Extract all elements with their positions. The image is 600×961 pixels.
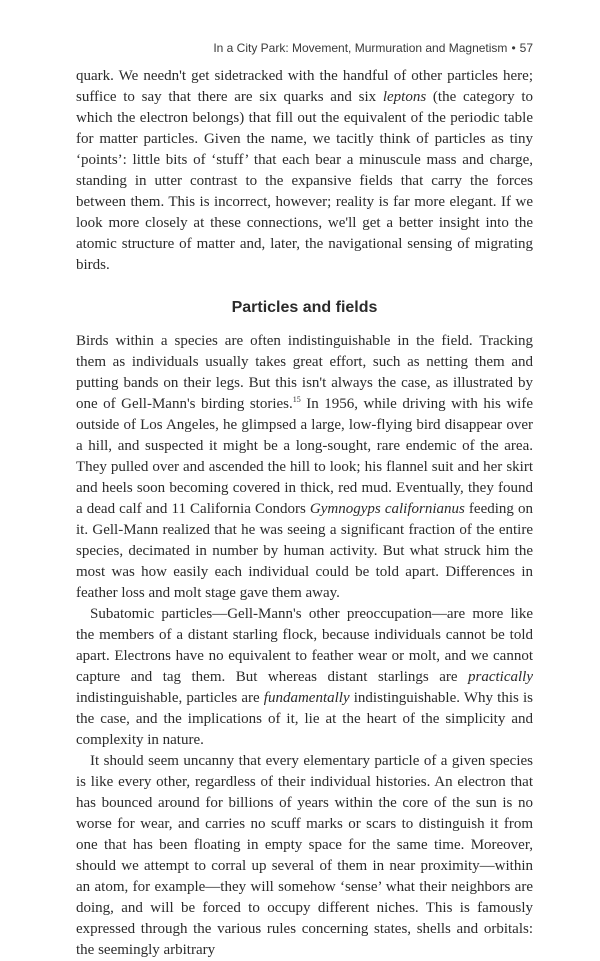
paragraph-text: indistinguishable. Why this is the case, and the implications of it, lie at the heart of the simplicity and complexity in nature. bbox=[76, 690, 533, 748]
italic-term: leptons bbox=[382, 89, 427, 105]
running-head-separator: • bbox=[511, 41, 516, 55]
running-head-title: In a City Park: Movement, Murmuration and Magnetism bbox=[213, 41, 508, 55]
paragraph-text: feeding on it. Gell-Mann realized that he was seeing a significant fraction of the entire species, decimated in number by human activity. But what struck him the most was how easily each individual could be told apart. Differences in feather loss and molt stage gave them away. bbox=[76, 501, 534, 601]
species-name: Gymnogyps californianus bbox=[309, 501, 465, 517]
paragraph-text: It should seem uncanny that every elementary particle of a given species is like every other, regardless of their individual histories. An electron that has bounced around for billions of years within the core of the sun is no worse for wear, and carries no scuff marks or scars to distinguish it from one that has been floating in empty space for the same time. Moreover, should we attempt to corral up several of them in near proximity—within an atom, for example—they will somehow ‘sense’ what their neighbors are doing, and will be forced to occupy different niches. This is famously expressed through the various rules concerning states, shells and orbitals: the seemingly arbitrary bbox=[76, 753, 533, 958]
body-text bbox=[76, 66, 533, 961]
book-page bbox=[76, 40, 533, 961]
paragraph-text: quark. We needn't get sidetracked with the handful of other particles here; suffice to say that there are six quarks and six bbox=[76, 68, 533, 105]
italic-term: fundamentally bbox=[263, 690, 350, 706]
section-heading: Particles and fields bbox=[231, 299, 378, 316]
paragraph-text: In 1956, while driving with his wife outside of Los Angeles, he glimpsed a large, low-flying bird disappear over a hill, and suspected it might be a long-sought, rare endemic of the area. They pulled over and ascended the hill to look; his flannel suit and her skirt and heels soon becoming covered in thick, red mud. Eventually, they found a dead calf and 11 California Condors bbox=[76, 396, 533, 517]
paragraph-text: Subatomic particles—Gell-Mann's other preoccupation—are more like the members of a distant starling flock, because individuals cannot be told apart. Electrons have no equivalent to feather wear or molt, and we cannot capture and tag them. But whereas distant starlings are bbox=[76, 606, 533, 685]
paragraph-birds bbox=[76, 331, 533, 604]
running-head bbox=[76, 40, 533, 56]
paragraph-text: indistinguishable, particles are bbox=[76, 690, 264, 706]
paragraph-uncanny bbox=[76, 751, 533, 961]
italic-term: practically bbox=[468, 669, 533, 685]
page-number: 57 bbox=[519, 41, 533, 55]
paragraph-text: (the category to which the electron belongs) that fill out the equivalent of the periodic table for matter particles. Given the name, we tacitly think of particles as tiny ‘points’: little bits of ‘stuff’ that each bear a minuscule mass and charge, standing in utter contrast to the expansive fields that carry the forces between them. This is incorrect, however; reality is far more elegant. If we look more closely at these connections, we'll get a better insight into the atomic structure of matter and, later, the navigational sensing of migrating birds. bbox=[76, 89, 533, 273]
paragraph-continued bbox=[76, 66, 533, 276]
footnote-marker: 15 bbox=[292, 395, 301, 404]
paragraph-subatomic bbox=[76, 604, 533, 751]
paragraph-text: Birds within a species are often indistinguishable in the field. Tracking them as individuals usually takes great effort, such as netting them and putting bands on their legs. But this isn't always the case, as illustrated by one of Gell-Mann's birding stories. bbox=[76, 333, 533, 412]
